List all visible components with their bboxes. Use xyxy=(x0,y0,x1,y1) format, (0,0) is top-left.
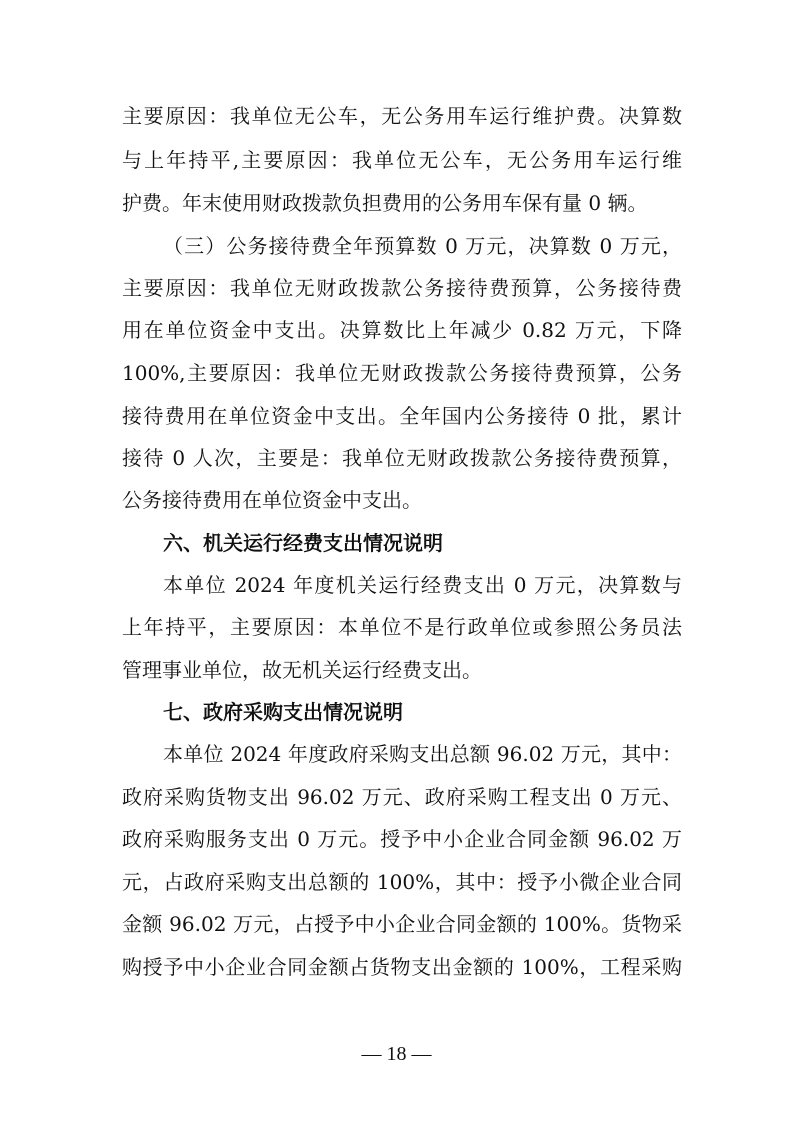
paragraph-line: 本单位 2024 年度机关运行经费支出 0 万元，决算数与 xyxy=(163,573,682,597)
page-number: — 18 — xyxy=(361,1043,432,1065)
paragraph-line: 政府采购服务支出 0 万元。授予中小企业合同金额 96.02 万 xyxy=(122,827,682,851)
paragraph-line: （三）公务接待费全年预算数 0 万元，决算数 0 万元， xyxy=(163,234,682,258)
paragraph-line: 用在单位资金中支出。决算数比上年减少 0.82 万元，下降 xyxy=(122,318,682,342)
paragraph-line: 公务接待费用在单位资金中支出。 xyxy=(122,488,422,512)
paragraph-line: 金额 96.02 万元，占授予中小企业合同金额的 100%。货物采 xyxy=(122,912,682,936)
paragraph-line: 接待 0 人次，主要是：我单位无财政拨款公务接待费预算， xyxy=(122,446,682,470)
paragraph-line: 主要原因：我单位无公车，无公务用车运行维护费。决算数 xyxy=(122,104,682,128)
paragraph-line: 购授予中小企业合同金额占货物支出金额的 100%，工程采购 xyxy=(122,955,682,979)
paragraph-line: 上年持平，主要原因：本单位不是行政单位或参照公务员法 xyxy=(122,615,682,639)
section-heading: 七、政府采购支出情况说明 xyxy=(163,700,403,724)
paragraph-line: 100%,主要原因：我单位无财政拨款公务接待费预算，公务 xyxy=(122,361,682,385)
paragraph-line: 元，占政府采购支出总额的 100%，其中：授予小微企业合同 xyxy=(122,870,682,894)
paragraph-line: 与上年持平,主要原因：我单位无公车，无公务用车运行维 xyxy=(122,148,682,172)
paragraph-line: 本单位 2024 年度政府采购支出总额 96.02 万元，其中： xyxy=(163,742,682,766)
section-heading: 六、机关运行经费支出情况说明 xyxy=(163,531,443,555)
paragraph-line: 护费。年末使用财政拨款负担费用的公务用车保有量 0 辆。 xyxy=(122,191,648,215)
paragraph-line: 主要原因：我单位无财政拨款公务接待费预算，公务接待费 xyxy=(122,276,682,300)
paragraph-line: 接待费用在单位资金中支出。全年国内公务接待 0 批，累计 xyxy=(122,404,682,428)
paragraph-line: 政府采购货物支出 96.02 万元、政府采购工程支出 0 万元、 xyxy=(122,785,682,809)
paragraph-line: 管理事业单位，故无机关运行经费支出。 xyxy=(122,658,482,682)
